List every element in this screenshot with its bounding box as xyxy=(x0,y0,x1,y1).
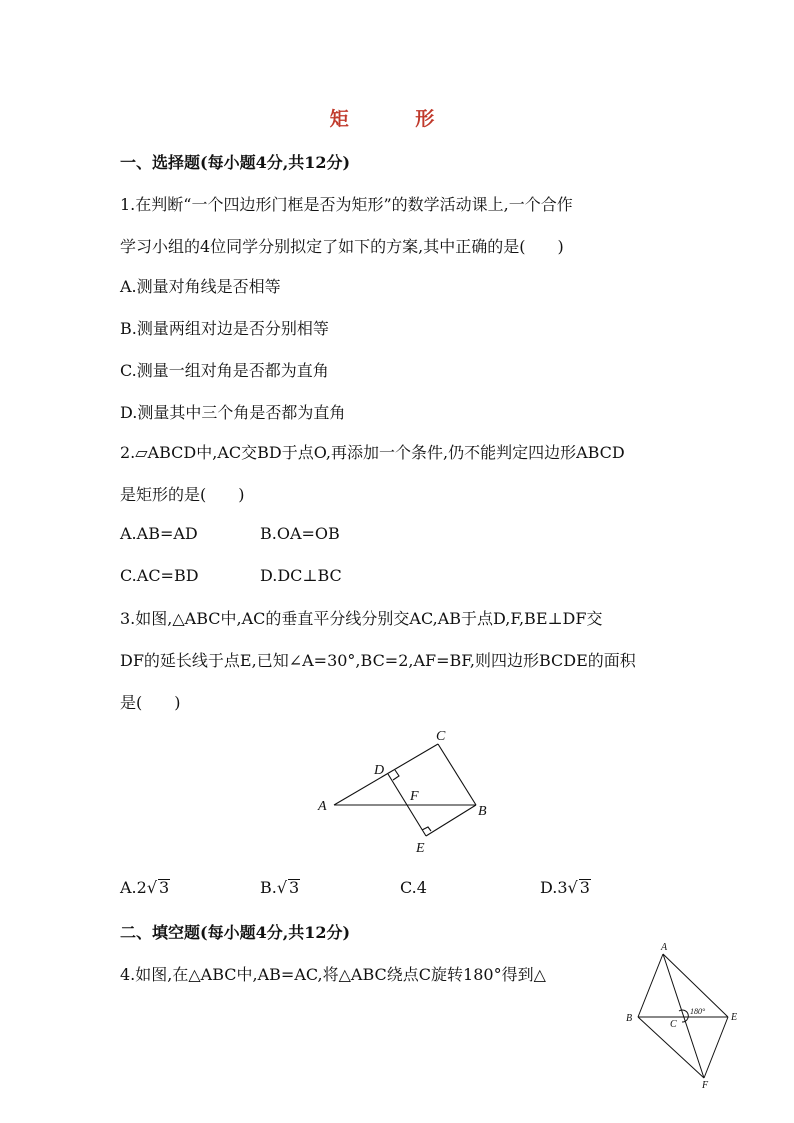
option-prefix: B. xyxy=(260,878,277,897)
q3-option-c xyxy=(400,878,427,897)
label-angle: 180° xyxy=(690,1007,706,1016)
right-angle-mark-e xyxy=(422,827,431,831)
q3-stem-line1: 3.如图,△ABC中,AC的垂直平分线分别交AC,AB于点D,F,BE⊥DF交 xyxy=(120,609,603,628)
q1-option-b: B.测量两组对边是否分别相等 xyxy=(120,319,329,338)
option-coefficient: 2 xyxy=(136,878,147,897)
radicand: 3 xyxy=(579,878,590,897)
segment-ab xyxy=(638,954,663,1017)
radicand: 3 xyxy=(159,878,170,897)
label-f: F xyxy=(410,789,419,804)
q4-stem-line1: 4.如图,在△ABC中,AB=AC,将△ABC绕点C旋转180°得到△ xyxy=(120,965,546,984)
option-coefficient: 3 xyxy=(557,878,568,897)
option-prefix: D. xyxy=(540,878,558,897)
option-value: 4 xyxy=(416,878,427,897)
segment-ef xyxy=(704,1017,728,1078)
label-b: B xyxy=(478,804,487,819)
sqrt-sign: √ xyxy=(567,878,578,897)
q2-option-c: C.AC=BD xyxy=(120,566,199,585)
label-a: A xyxy=(661,942,668,953)
q1-stem-line2: 学习小组的4位同学分别拟定了如下的方案,其中正确的是( ) xyxy=(120,237,564,256)
right-angle-mark-d xyxy=(393,770,399,780)
segment-eb xyxy=(426,805,476,836)
q3-option-b xyxy=(260,878,300,897)
section-heading-fill: 二、填空题(每小题4分,共12分) xyxy=(120,923,351,942)
segment-ac xyxy=(334,744,438,805)
label-e: E xyxy=(731,1012,738,1023)
label-d: D xyxy=(374,763,385,778)
sqrt-sign: √ xyxy=(146,878,158,897)
q1-stem-line1: 1.在判断“一个四边形门框是否为矩形”的数学活动课上,一个合作 xyxy=(120,195,573,214)
label-c: C xyxy=(436,729,446,744)
label-b: B xyxy=(626,1013,633,1024)
q3-stem-line2: DF的延长线于点E,已知∠A=30°,BC=2,AF=BF,则四边形BCDE的面积 xyxy=(120,651,636,670)
q1-option-c: C.测量一组对角是否都为直角 xyxy=(120,361,329,380)
sqrt-sign: √ xyxy=(276,878,288,897)
q3-geometry-figure xyxy=(310,722,510,862)
label-e: E xyxy=(416,841,425,856)
option-prefix: A. xyxy=(120,878,137,897)
section-heading-choice: 一、选择题(每小题4分,共12分) xyxy=(120,153,351,172)
q2-option-b: B.OA=OB xyxy=(260,524,340,543)
q1-option-d: D.测量其中三个角是否都为直角 xyxy=(120,403,346,422)
q2-stem-line1: 2.▱ABCD中,AC交BD于点O,再添加一个条件,仍不能判定四边形ABCD xyxy=(120,443,625,462)
label-a: A xyxy=(318,799,327,814)
q2-stem-line2: 是矩形的是( ) xyxy=(120,485,245,504)
q3-stem-line3: 是( ) xyxy=(120,693,181,712)
segment-cb xyxy=(438,744,476,805)
q2-option-a: A.AB=AD xyxy=(120,524,198,543)
label-c: C xyxy=(670,1019,677,1030)
option-prefix: C. xyxy=(400,878,417,897)
q3-option-d xyxy=(540,878,591,897)
q3-option-a xyxy=(120,878,170,897)
radicand: 3 xyxy=(289,878,300,897)
q1-option-a: A.测量对角线是否相等 xyxy=(120,277,281,296)
page-title: 矩 形 xyxy=(329,108,465,130)
q2-option-d: D.DC⊥BC xyxy=(260,566,342,585)
q4-geometry-figure xyxy=(618,940,748,1090)
label-f: F xyxy=(702,1080,709,1090)
